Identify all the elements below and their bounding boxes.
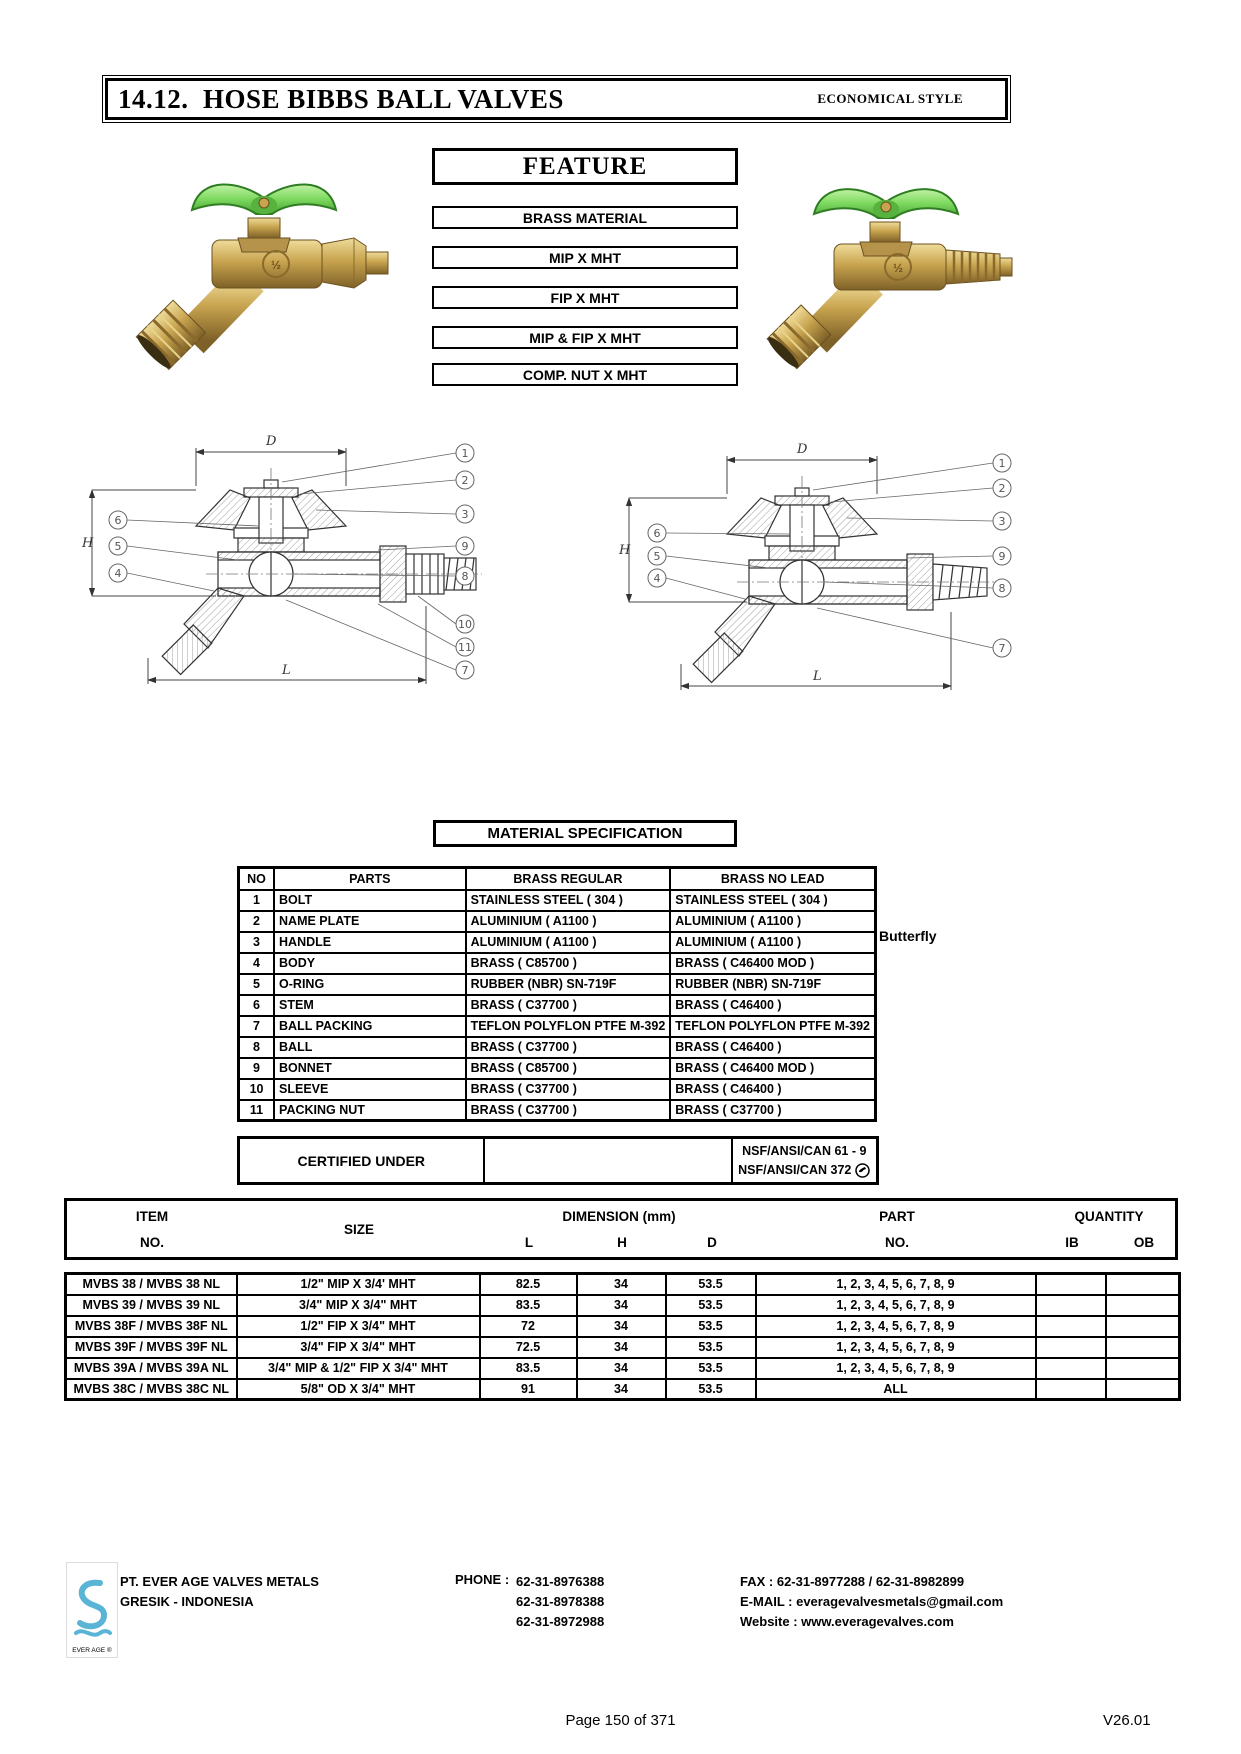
table-row bbox=[66, 1316, 1180, 1337]
table-cell: 34 bbox=[577, 1379, 666, 1400]
table-cell: 1/2" FIP X 3/4" MHT bbox=[237, 1316, 480, 1337]
callout-9: 9 bbox=[998, 550, 1006, 563]
table-cell: TEFLON POLYFLON PTFE M-392 bbox=[670, 1016, 875, 1037]
table-row bbox=[239, 890, 876, 911]
table-cell: 34 bbox=[577, 1337, 666, 1358]
table-cell: 3 bbox=[239, 932, 275, 953]
table-cell: BRASS ( C46400 MOD ) bbox=[670, 953, 875, 974]
table-cell: 5/8" OD X 3/4" MHT bbox=[237, 1379, 480, 1400]
col-quantity: QUANTITY bbox=[1074, 1209, 1144, 1224]
table-cell: 6 bbox=[239, 995, 275, 1016]
table-cell: BRASS ( C37700 ) bbox=[466, 1079, 671, 1100]
feature-item-mip-mht bbox=[432, 246, 738, 269]
table-row bbox=[66, 1379, 1180, 1400]
dim-label-d: D bbox=[797, 442, 808, 457]
certified-empty-cell bbox=[484, 1138, 732, 1184]
callout-1: 1 bbox=[998, 457, 1006, 470]
material-spec-title bbox=[433, 820, 737, 847]
table-cell: 53.5 bbox=[666, 1379, 756, 1400]
table-cell: 83.5 bbox=[480, 1358, 577, 1379]
table-cell: 1, 2, 3, 4, 5, 6, 7, 8, 9 bbox=[756, 1358, 1036, 1379]
company-info bbox=[120, 1572, 319, 1612]
table-cell: 1, 2, 3, 4, 5, 6, 7, 8, 9 bbox=[756, 1274, 1036, 1295]
callout-4: 4 bbox=[114, 567, 122, 580]
certified-line2 bbox=[733, 1161, 877, 1180]
table-row bbox=[66, 1274, 1180, 1295]
col-part: PART bbox=[879, 1209, 915, 1224]
cross-section-drawing bbox=[615, 438, 1015, 706]
table-cell: 2 bbox=[239, 911, 275, 932]
dim-label-l: L bbox=[282, 663, 291, 678]
col-h: H bbox=[617, 1235, 627, 1250]
product-photo-right bbox=[748, 158, 1038, 396]
phone-number: 62-31-8976388 bbox=[516, 1574, 605, 1589]
table-cell: 53.5 bbox=[666, 1316, 756, 1337]
table-cell: 72.5 bbox=[480, 1337, 577, 1358]
table-cell: STAINLESS STEEL ( 304 ) bbox=[466, 890, 671, 911]
table-cell: MVBS 39 / MVBS 39 NL bbox=[66, 1295, 237, 1316]
table-cell bbox=[1106, 1337, 1180, 1358]
technical-drawing-left bbox=[78, 428, 488, 706]
table-cell: STAINLESS STEEL ( 304 ) bbox=[670, 890, 875, 911]
feature-item-comp-nut-mht bbox=[432, 363, 738, 386]
table-cell: MVBS 38C / MVBS 38C NL bbox=[66, 1379, 237, 1400]
feature-item-label: FIP X MHT bbox=[550, 289, 620, 306]
table-row bbox=[239, 1058, 876, 1079]
table-row bbox=[239, 995, 876, 1016]
table-cell: BRASS ( C46400 ) bbox=[670, 1079, 875, 1100]
feature-item-mip-fip-mht bbox=[432, 326, 738, 349]
callout-6: 6 bbox=[653, 527, 661, 540]
table-cell: BRASS ( C46400 ) bbox=[670, 995, 875, 1016]
style-note: ECONOMICAL STYLE bbox=[817, 91, 963, 106]
callout-11: 11 bbox=[458, 641, 472, 654]
table-cell: BRASS ( C37700 ) bbox=[670, 1100, 875, 1121]
callout-10: 10 bbox=[458, 618, 472, 631]
table-cell: 34 bbox=[577, 1316, 666, 1337]
fax-line: FAX : 62-31-8977288 / 62-31-8982899 bbox=[740, 1574, 965, 1589]
callout-9: 9 bbox=[461, 540, 469, 553]
table-cell: RUBBER (NBR) SN-719F bbox=[466, 974, 671, 995]
spec-header-row bbox=[239, 868, 876, 890]
callout-2: 2 bbox=[998, 482, 1006, 495]
table-cell: 53.5 bbox=[666, 1295, 756, 1316]
table-cell: 11 bbox=[239, 1100, 275, 1121]
product-photo-left bbox=[100, 148, 410, 396]
certified-table bbox=[237, 1136, 879, 1185]
callout-7: 7 bbox=[461, 664, 469, 677]
col-dimension: DIMENSION (mm) bbox=[562, 1209, 676, 1224]
table-cell: STEM bbox=[274, 995, 466, 1016]
table-row bbox=[239, 953, 876, 974]
callout-3: 3 bbox=[998, 515, 1006, 528]
table-cell: 4 bbox=[239, 953, 275, 974]
certified-line2-text: NSF/ANSI/CAN 372 bbox=[738, 1162, 852, 1177]
table-cell: TEFLON POLYFLON PTFE M-392 bbox=[466, 1016, 671, 1037]
spec-col-no: NO bbox=[239, 868, 275, 890]
table-cell: BRASS ( C46400 ) bbox=[670, 1037, 875, 1058]
table-cell: ALUMINIUM ( A1100 ) bbox=[670, 932, 875, 953]
table-row bbox=[66, 1358, 1180, 1379]
feature-item-fip-mht bbox=[432, 286, 738, 309]
table-row bbox=[239, 911, 876, 932]
table-cell: HANDLE bbox=[274, 932, 466, 953]
table-cell bbox=[1036, 1358, 1106, 1379]
table-cell: 8 bbox=[239, 1037, 275, 1058]
page-header bbox=[105, 78, 1008, 120]
version-label: V26.01 bbox=[1103, 1712, 1151, 1729]
hose-bibb-photo-left bbox=[100, 148, 410, 396]
table-cell: NAME PLATE bbox=[274, 911, 466, 932]
table-cell: BONNET bbox=[274, 1058, 466, 1079]
col-part-no: NO. bbox=[884, 1235, 910, 1250]
spec-col-brass-no-lead: BRASS NO LEAD bbox=[670, 868, 875, 890]
table-cell: BODY bbox=[274, 953, 466, 974]
table-cell: SLEEVE bbox=[274, 1079, 466, 1100]
table-cell: MVBS 39F / MVBS 39F NL bbox=[66, 1337, 237, 1358]
col-item: ITEM bbox=[135, 1209, 169, 1224]
table-cell: 34 bbox=[577, 1295, 666, 1316]
table-cell bbox=[1106, 1358, 1180, 1379]
table-cell: 53.5 bbox=[666, 1274, 756, 1295]
table-cell: 5 bbox=[239, 974, 275, 995]
size-stamp: ½ bbox=[892, 261, 904, 275]
table-cell bbox=[1036, 1295, 1106, 1316]
table-cell: 1 bbox=[239, 890, 275, 911]
dim-label-l: L bbox=[813, 669, 822, 684]
company-city: GRESIK - INDONESIA bbox=[120, 1594, 254, 1609]
table-cell: 3/4" FIP X 3/4" MHT bbox=[237, 1337, 480, 1358]
table-row bbox=[239, 974, 876, 995]
spec-col-parts: PARTS bbox=[274, 868, 466, 890]
table-cell: BALL PACKING bbox=[274, 1016, 466, 1037]
table-cell: BALL bbox=[274, 1037, 466, 1058]
email-line: E-MAIL : everagevalvesmetals@gmail.com bbox=[740, 1594, 1004, 1609]
table-cell: BRASS ( C46400 MOD ) bbox=[670, 1058, 875, 1079]
table-cell: ALUMINIUM ( A1100 ) bbox=[670, 911, 875, 932]
table-cell: 53.5 bbox=[666, 1358, 756, 1379]
table-cell: 10 bbox=[239, 1079, 275, 1100]
certified-standards bbox=[732, 1138, 878, 1184]
callout-7: 7 bbox=[998, 642, 1006, 655]
technical-drawing-right bbox=[615, 438, 1015, 706]
table-row bbox=[239, 1079, 876, 1100]
table-cell: BRASS ( C37700 ) bbox=[466, 1037, 671, 1058]
dimension-data-table-wrap bbox=[64, 1272, 1178, 1401]
size-stamp: ½ bbox=[270, 258, 282, 272]
table-cell: 7 bbox=[239, 1016, 275, 1037]
material-spec-table-wrap bbox=[237, 866, 877, 1122]
table-cell: 1, 2, 3, 4, 5, 6, 7, 8, 9 bbox=[756, 1316, 1036, 1337]
col-l: L bbox=[524, 1235, 534, 1250]
company-name: PT. EVER AGE VALVES METALS bbox=[120, 1574, 319, 1589]
material-spec-title-label: MATERIAL SPECIFICATION bbox=[487, 825, 683, 842]
table-cell: 9 bbox=[239, 1058, 275, 1079]
table-cell: 91 bbox=[480, 1379, 577, 1400]
callout-6: 6 bbox=[114, 514, 122, 527]
company-logo bbox=[66, 1562, 118, 1658]
col-ob: OB bbox=[1133, 1235, 1155, 1250]
table-cell: 3/4" MIP & 1/2" FIP X 3/4" MHT bbox=[237, 1358, 480, 1379]
callout-1: 1 bbox=[461, 447, 469, 460]
table-cell: ALUMINIUM ( A1100 ) bbox=[466, 911, 671, 932]
hose-bibb-photo-right bbox=[748, 158, 1038, 396]
col-size: SIZE bbox=[343, 1222, 375, 1237]
callout-5: 5 bbox=[653, 550, 661, 563]
certification-mark-icon bbox=[855, 1163, 870, 1178]
callout-4: 4 bbox=[653, 572, 661, 585]
contact-info bbox=[740, 1572, 1003, 1632]
table-cell bbox=[1036, 1337, 1106, 1358]
table-cell: RUBBER (NBR) SN-719F bbox=[670, 974, 875, 995]
table-cell: ALL bbox=[756, 1379, 1036, 1400]
phone-label: PHONE : bbox=[455, 1572, 510, 1587]
callout-8: 8 bbox=[461, 570, 469, 583]
table-cell bbox=[1036, 1274, 1106, 1295]
spec-col-brass-regular: BRASS REGULAR bbox=[466, 868, 671, 890]
table-cell: MVBS 39A / MVBS 39A NL bbox=[66, 1358, 237, 1379]
table-cell: 3/4" MIP X 3/4" MHT bbox=[237, 1295, 480, 1316]
cross-section-drawing bbox=[78, 428, 488, 706]
table-cell: 53.5 bbox=[666, 1337, 756, 1358]
table-cell: 1/2" MIP X 3/4' MHT bbox=[237, 1274, 480, 1295]
page-title: 14.12. HOSE BIBBS BALL VALVES bbox=[118, 83, 564, 114]
certified-line1: NSF/ANSI/CAN 61 - 9 bbox=[742, 1143, 867, 1158]
col-ib: IB bbox=[1065, 1235, 1079, 1250]
feature-item-label: BRASS MATERIAL bbox=[522, 209, 648, 226]
handle-type-note: Butterfly bbox=[879, 928, 937, 944]
feature-title bbox=[432, 148, 738, 185]
certified-table-wrap bbox=[237, 1136, 877, 1185]
table-cell bbox=[1106, 1274, 1180, 1295]
certified-under-label: CERTIFIED UNDER bbox=[239, 1138, 484, 1184]
table-cell: MVBS 38 / MVBS 38 NL bbox=[66, 1274, 237, 1295]
dim-label-h: H bbox=[82, 536, 94, 551]
table-row bbox=[239, 932, 876, 953]
phone-numbers bbox=[516, 1572, 604, 1632]
table-cell: BOLT bbox=[274, 890, 466, 911]
col-item-no: NO. bbox=[139, 1235, 165, 1250]
table-cell: ALUMINIUM ( A1100 ) bbox=[466, 932, 671, 953]
table-cell: O-RING bbox=[274, 974, 466, 995]
material-spec-table bbox=[237, 866, 877, 1122]
table-row bbox=[239, 1100, 876, 1121]
table-cell: 34 bbox=[577, 1274, 666, 1295]
website-line: Website : www.everagevalves.com bbox=[740, 1614, 954, 1629]
table-cell bbox=[1036, 1379, 1106, 1400]
table-cell: BRASS ( C85700 ) bbox=[466, 1058, 671, 1079]
table-cell bbox=[1106, 1379, 1180, 1400]
table-cell: BRASS ( C37700 ) bbox=[466, 995, 671, 1016]
table-cell bbox=[1106, 1316, 1180, 1337]
table-cell: 72 bbox=[480, 1316, 577, 1337]
phone-number: 62-31-8978388 bbox=[516, 1594, 605, 1609]
table-cell bbox=[1036, 1316, 1106, 1337]
table-row bbox=[239, 1016, 876, 1037]
certified-row bbox=[239, 1138, 878, 1184]
table-row bbox=[66, 1295, 1180, 1316]
logo-text: EVER AGE ® bbox=[72, 1647, 112, 1654]
callout-5: 5 bbox=[114, 540, 122, 553]
callout-2: 2 bbox=[461, 474, 469, 487]
dim-label-d: D bbox=[266, 434, 277, 449]
table-row bbox=[66, 1337, 1180, 1358]
callout-3: 3 bbox=[461, 508, 469, 521]
table-cell: 1, 2, 3, 4, 5, 6, 7, 8, 9 bbox=[756, 1337, 1036, 1358]
phone-number: 62-31-8972988 bbox=[516, 1614, 605, 1629]
table-cell: 83.5 bbox=[480, 1295, 577, 1316]
feature-item-label: MIP X MHT bbox=[548, 249, 622, 266]
table-cell: 34 bbox=[577, 1358, 666, 1379]
table-cell: 82.5 bbox=[480, 1274, 577, 1295]
page-number: Page 150 of 371 bbox=[565, 1712, 676, 1729]
table-cell: BRASS ( C37700 ) bbox=[466, 1100, 671, 1121]
col-d: D bbox=[707, 1235, 717, 1250]
feature-item-label: MIP & FIP X MHT bbox=[529, 329, 641, 346]
table-cell: 1, 2, 3, 4, 5, 6, 7, 8, 9 bbox=[756, 1295, 1036, 1316]
dimension-data-table bbox=[64, 1272, 1181, 1401]
everage-logo-icon bbox=[70, 1577, 114, 1647]
feature-item-label: COMP. NUT X MHT bbox=[522, 366, 648, 383]
dimension-table-header bbox=[64, 1198, 1178, 1260]
feature-title-label: FEATURE bbox=[522, 152, 648, 180]
table-cell: PACKING NUT bbox=[274, 1100, 466, 1121]
feature-item-brass-material bbox=[432, 206, 738, 229]
callout-8: 8 bbox=[998, 582, 1006, 595]
table-row bbox=[239, 1037, 876, 1058]
table-cell bbox=[1106, 1295, 1180, 1316]
table-cell: MVBS 38F / MVBS 38F NL bbox=[66, 1316, 237, 1337]
dim-label-h: H bbox=[619, 543, 631, 558]
table-cell: BRASS ( C85700 ) bbox=[466, 953, 671, 974]
